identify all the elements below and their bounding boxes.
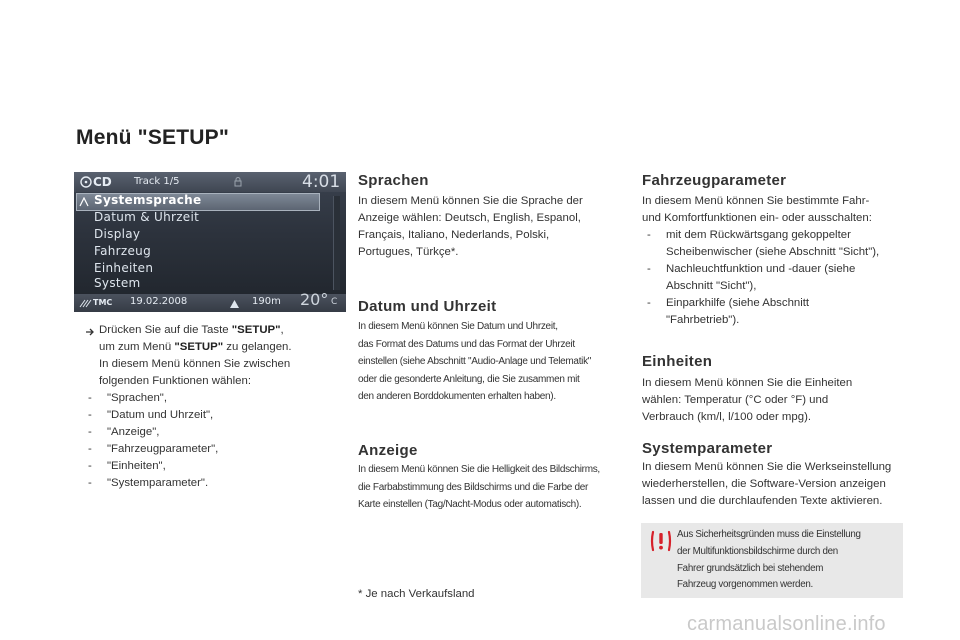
menu-item-systemsprache[interactable]: Systemsprache: [94, 193, 202, 207]
screen-altitude: 190m: [252, 296, 281, 307]
list-item: - mit dem Rückwärtsgang gekoppelter Scheibenwischer (siehe Abschnitt "Sicht"),: [642, 227, 912, 261]
list-item: - "Einheiten",: [83, 458, 333, 475]
footnote: * Je nach Verkaufsland: [358, 588, 475, 600]
list-item: - "Fahrzeugparameter",: [83, 441, 333, 458]
sprachen-text: In diesem Menü können Sie die Sprache der Anzeige wählen: Deutsch, English, Espanol, Français, Italiano, Nederlands, Polski, Portugues, Türkçe*.: [358, 195, 583, 258]
einheiten-heading: Einheiten: [642, 353, 713, 370]
lock-icon: [234, 177, 242, 187]
list-item: - "Anzeige",: [83, 424, 333, 441]
fahrzeug-list: [642, 227, 912, 329]
system-text: In diesem Menü können Sie die Werkseinstellung wiederherstellen, die Software-Version anzeigen lassen und die durchlaufenden Texte aktivieren.: [642, 461, 892, 507]
datum-text: In diesem Menü können Sie Datum und Uhrzeit, das Format des Datums und das Format der Uhrzeit einstellen (siehe Abschnitt "Audio-Anlage und Telematik" oder die gesonderte Anleitung, die Sie zusammen mit den anderen Borddokumenten erhalten haben).: [358, 321, 592, 402]
setup-menu-screen: [74, 172, 346, 312]
screen-time: 4:01: [302, 172, 341, 192]
altitude-icon: [230, 299, 239, 308]
anzeige-heading: Anzeige: [358, 442, 418, 459]
fahrzeug-heading: Fahrzeugparameter: [642, 172, 787, 189]
menu-item-display[interactable]: Display: [94, 227, 141, 241]
screen-tmc: TMC: [93, 298, 113, 307]
intro-line-2: um zum Menü "SETUP" zu gelangen.: [99, 341, 292, 353]
intro-text: [99, 322, 339, 390]
datum-heading: Datum und Uhrzeit: [358, 298, 497, 315]
intro-line-3: In diesem Menü können Sie zwischen: [99, 358, 291, 370]
screen-temperature: 20°: [300, 290, 329, 309]
list-item: - Einparkhilfe (siehe Abschnitt "Fahrbetrieb").: [642, 295, 912, 329]
anzeige-text: In diesem Menü können Sie die Helligkeit des Bildschirms, die Farbabstimmung des Bildschirms und die Farbe der Karte einstellen (Tag/Nacht-Modus oder automatisch).: [358, 464, 600, 510]
intro-function-list: [83, 390, 333, 492]
traffic-icon: [79, 299, 93, 308]
page-title: Menü "SETUP": [76, 126, 229, 149]
menu-item-einheiten[interactable]: Einheiten: [94, 261, 154, 275]
list-item: - "Sprachen",: [83, 390, 333, 407]
screen-scrollbar[interactable]: [333, 196, 340, 290]
screen-date: 19.02.2008: [130, 296, 188, 307]
intro-line-4: folgenden Funktionen wählen:: [99, 375, 251, 387]
screen-temp-unit: C: [331, 297, 338, 307]
screen-source: CD: [93, 175, 112, 189]
system-heading: Systemparameter: [642, 440, 773, 457]
fahrzeug-text: In diesem Menü können Sie bestimmte Fahr- und Komfortfunktionen ein- oder ausschalten:: [642, 195, 872, 224]
watermark: carmanualsonline.info: [687, 613, 886, 635]
language-icon: [79, 197, 89, 207]
menu-item-fahrzeug[interactable]: Fahrzeug: [94, 244, 151, 258]
menu-item-datum-uhrzeit[interactable]: Datum & Uhrzeit: [94, 210, 200, 224]
list-item: - "Systemparameter".: [83, 475, 333, 492]
einheiten-text: In diesem Menü können Sie die Einheiten wählen: Temperatur (°C oder °F) und Verbrauch (km/l, l/100 oder mpg).: [642, 377, 853, 423]
warning-exclamation-icon: [650, 530, 672, 552]
cd-icon: [80, 176, 92, 188]
safety-warning-text: Aus Sicherheitsgründen muss die Einstellung der Multifunktionsbildschirme durch den Fahrer grundsätzlich bei stehendem Fahrzeug vorgenommen werden.: [677, 529, 861, 591]
pointing-finger-icon: [85, 327, 95, 337]
intro-line-1: Drücken Sie auf die Taste "SETUP",: [99, 324, 284, 336]
menu-item-system[interactable]: System: [94, 276, 141, 290]
list-item: - "Datum und Uhrzeit",: [83, 407, 333, 424]
sprachen-heading: Sprachen: [358, 172, 429, 189]
screen-track: Track 1/5: [134, 176, 180, 187]
list-item: - Nachleuchtfunktion und -dauer (siehe Abschnitt "Sicht"),: [642, 261, 912, 295]
